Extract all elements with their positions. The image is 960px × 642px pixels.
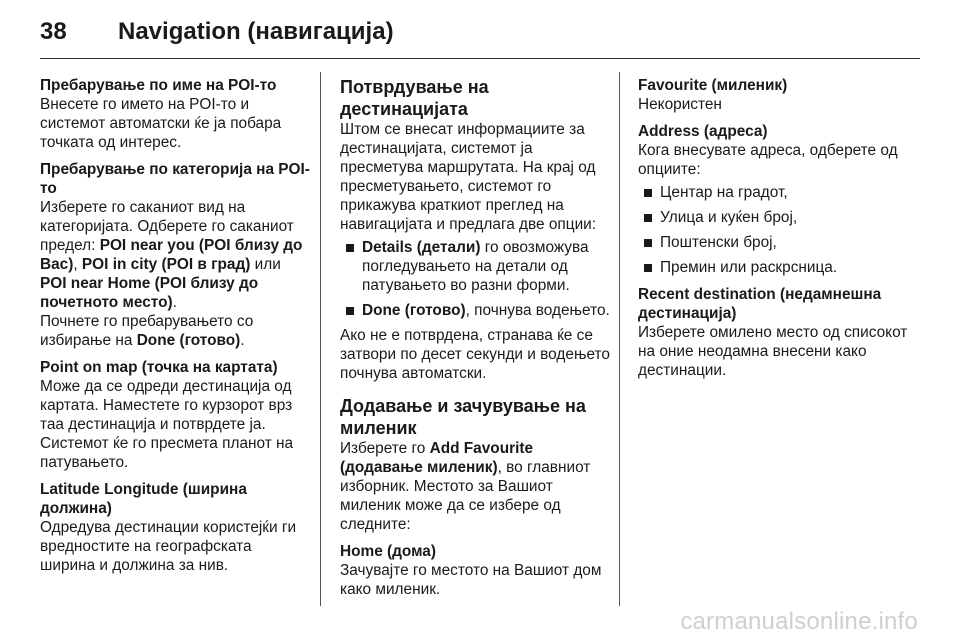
section-text: Кога внесувате адреса, одберете од опциите: <box>638 142 898 178</box>
section-heading: Recent destination (недамнешна дестинација) <box>638 286 882 322</box>
text-run: , почнува водењето. <box>465 302 610 319</box>
section-text <box>40 198 310 312</box>
section-heading: Point on map (точка на картата) <box>40 359 278 376</box>
address-options-list <box>638 183 918 277</box>
list-item <box>340 238 610 295</box>
option-poi-in-city: POI in city (POI в град) <box>81 256 251 273</box>
section-heading-large: Потврдување на дестинацијата <box>340 77 489 119</box>
section-text: Зачувајте го местото на Вашиот дом како миленик. <box>340 562 602 598</box>
option-done: Done (готово) <box>136 332 241 349</box>
text-run: Изберете го саканиот вид на категоријата. Одберете го саканиот предел: <box>40 199 294 254</box>
recent-destination-section <box>638 285 918 380</box>
text-run: Почнете го пребарувањето со избирање на <box>40 313 254 349</box>
option-add-favourite: Add Favourite (додавање миленик) <box>340 440 534 476</box>
option-done: Done (готово) <box>362 302 466 319</box>
section-heading: Home (дома) <box>340 543 436 560</box>
option-details: Details (детали) <box>362 239 481 256</box>
confirm-destination-section <box>340 76 610 383</box>
section-text <box>340 439 610 534</box>
header-divider <box>40 58 920 59</box>
section-text: Одредува дестинации користејќи ги вредностите на географската ширина и должина за нив. <box>40 519 297 574</box>
section-text: Внесете го името на POI-то и системот автоматски ќе ја побара точката од интерес. <box>40 96 282 151</box>
section-text: Ако не е потврдена, странава ќе се затвори по десет секунди и водењето почнува автоматски. <box>340 327 610 382</box>
text-run: или <box>250 256 281 273</box>
text-run: , <box>73 256 82 273</box>
column-divider-1 <box>320 72 321 606</box>
page-header <box>40 14 920 50</box>
section-heading: Address (адреса) <box>638 123 768 140</box>
option-poi-near-home: POI near Home (POI близу до почетното место) <box>40 275 259 311</box>
list-item <box>340 301 610 320</box>
page-number: 38 <box>40 18 67 45</box>
text-run: Изберете го <box>340 440 430 457</box>
text-run: го овозможува погледувањето на детали од патувањето во разни форми. <box>362 239 589 294</box>
list-item: Поштенски број, <box>638 233 918 252</box>
section-text: Изберете омилено место од списокот на оние неодамна внесени како дестинации. <box>638 324 908 379</box>
section-heading-large: Додавање и зачувување на миленик <box>340 396 586 438</box>
column-1 <box>40 76 310 583</box>
list-item: Улица и куќен број, <box>638 208 918 227</box>
text-run: . <box>172 294 177 311</box>
address-section <box>638 122 918 277</box>
list-item: Премин или раскрсница. <box>638 258 918 277</box>
section-text: Некористен <box>638 96 722 113</box>
page-title: Navigation (навигација) <box>118 18 394 45</box>
column-3 <box>638 76 918 388</box>
column-2 <box>340 76 610 607</box>
column-divider-2 <box>619 72 620 606</box>
watermark: carmanualsonline.info <box>680 608 918 635</box>
home-section <box>340 542 610 599</box>
section-heading: Пребарување по категорија на POI-то <box>40 161 310 197</box>
text-run: . <box>240 332 245 349</box>
text-run: , во главниот изборник. Местото за Вашиот миленик може да се избере од следните: <box>340 459 591 533</box>
section-heading: Пребарување по име на POI-то <box>40 77 277 94</box>
poi-category-section <box>40 160 310 350</box>
section-text: Може да се одреди дестинација од картата. Наместете го курзорот врз таа дестинација и потврдете ја. Системот ќе го пресмета планот на патувањето. <box>40 378 294 471</box>
list-item: Центар на градот, <box>638 183 918 202</box>
favourite-section <box>638 76 918 114</box>
section-text <box>40 312 310 350</box>
option-poi-near-you: POI near you (POI близу до Вас) <box>40 237 303 273</box>
section-text: Штом се внесат информациите за дестинацијата, системот ја пресметува маршрутата. На крај од пресметувањето, системот го прикажува краткиот преглед на навигацијата и предлага две опции: <box>340 121 597 233</box>
add-favourite-section <box>340 395 610 534</box>
section-heading: Latitude Longitude (ширина должина) <box>40 481 247 517</box>
lat-long-section <box>40 480 310 575</box>
poi-name-section <box>40 76 310 152</box>
point-on-map-section <box>40 358 310 472</box>
options-list <box>340 238 610 320</box>
section-heading: Favourite (миленик) <box>638 77 788 94</box>
